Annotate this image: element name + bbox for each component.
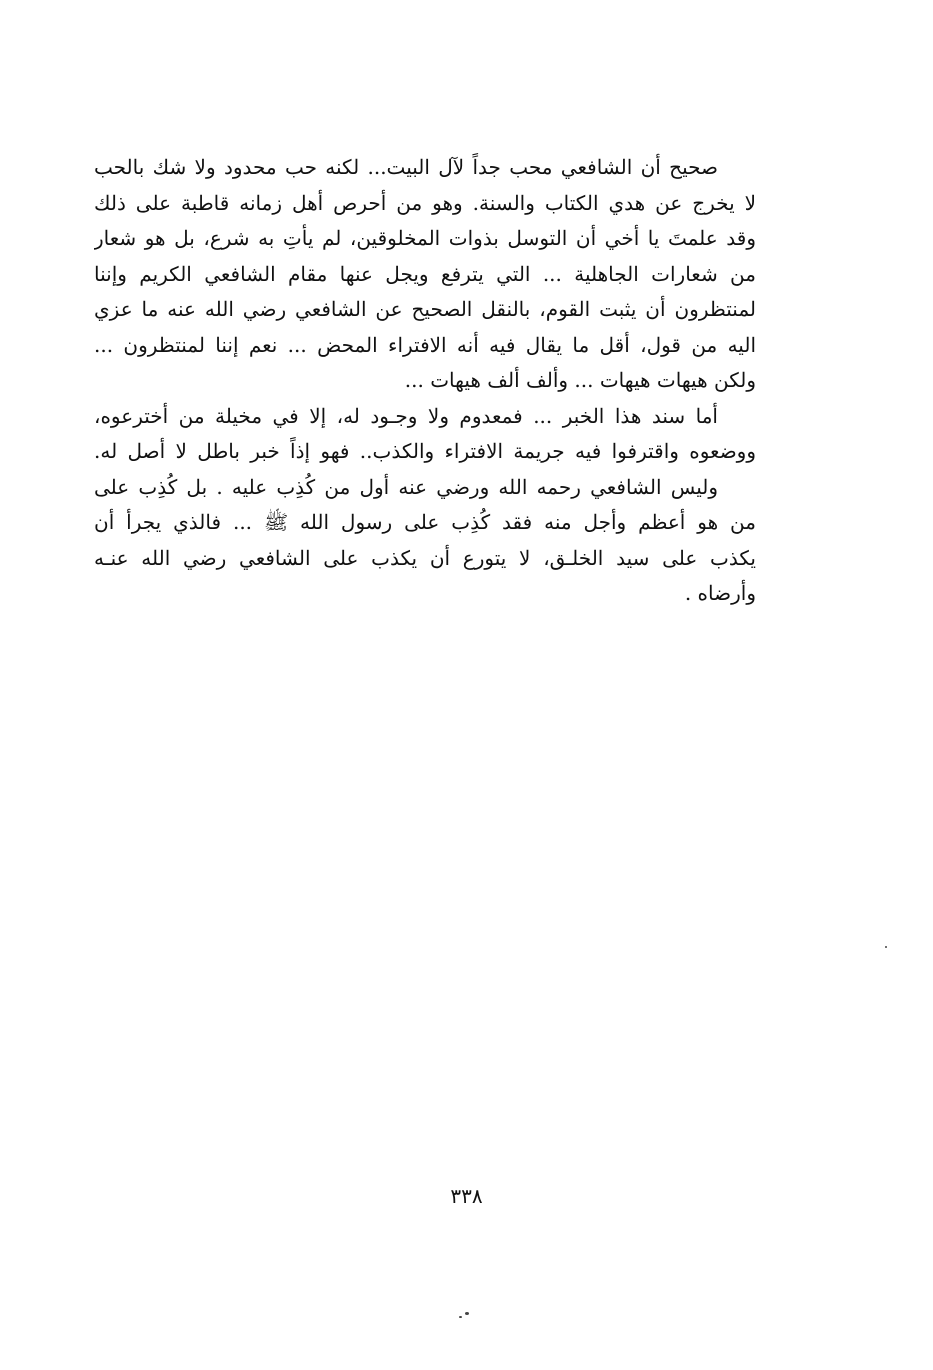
paragraph-2: [94, 399, 756, 470]
text-line: يكذب على سيد الخلـق، لا يتورع أن يكذب على الشافعي رضي الله عنـه: [94, 545, 756, 570]
text-line: ووضعوه واقترفوا فيه جريمة الافتراء والكذب.. فهو إذاً خبر باطل لا أصل له.: [94, 439, 756, 463]
text-line: وليس الشافعي رحمه الله ورضي عنه أول من كُذِب عليه . بل كُذِب على: [94, 474, 718, 499]
text-line: وأرضاه .: [684, 581, 756, 605]
text-line: أما سند هذا الخبر ... فمعدوم ولا وجـود له، إلا في مخيلة من أخترعوه،: [94, 403, 718, 428]
page-number: ٣٣٨: [450, 1184, 483, 1208]
scan-speck: [465, 1312, 469, 1315]
paragraph-1: [94, 150, 756, 399]
text-line: صحيح أن الشافعي محب جداً لآل البيت... لكنه حب محدود ولا شك بالحب: [94, 155, 718, 179]
body-text: [94, 150, 756, 612]
text-line: لمنتظرون أن يثبت القوم، بالنقل الصحيح عن الشافعي رضي الله عنه ما عزي: [94, 297, 756, 321]
text-line: من شعارات الجاهلية ... التي يترفع ويجل عنها مقام الشافعي الكريم وإننا: [94, 261, 756, 286]
scan-speck: [459, 1316, 462, 1318]
text-line: من هو أعظم وأجل منه فقد كُذِب على رسول الله ﷺ ... فالذي يجرأ أن: [94, 510, 756, 534]
text-line: اليه من قول، أقل ما يقال فيه أنه الافتراء المحض ... نعم إننا لمنتظرون ...: [94, 332, 756, 357]
scan-speck: [885, 946, 887, 948]
paragraph-3: [94, 470, 756, 612]
text-line: وقد علمتَ يا أخي أن التوسل بذوات المخلوقين، لم يأتِ به شرع، بل هو شعار: [94, 226, 756, 250]
text-line: لا يخرج عن هدي الكتاب والسنة. وهو من أحرص أهل زمانه قاطبة على ذلك: [94, 190, 756, 215]
text-line: ولكن هيهات هيهات ... وألف ألف هيهات ...: [404, 368, 756, 392]
